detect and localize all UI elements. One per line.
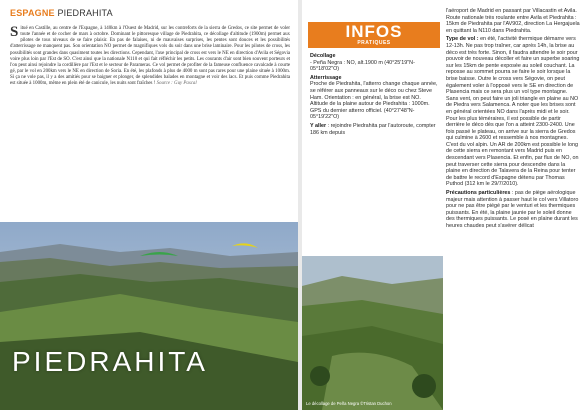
section-heading: Type de vol : (446, 36, 479, 43)
section-heading: Décollage (310, 53, 336, 59)
infos-banner (308, 22, 440, 48)
landscape-photo (0, 222, 298, 410)
section-body: - Peña Negra : NO, alt.1900 m (40°25'19"N-05°18'02"O) (310, 59, 415, 73)
info-section (310, 123, 440, 136)
section-heading: Précautions particulières (446, 190, 511, 197)
infos-title: INFOS (345, 22, 403, 41)
section-heading: Atterrissage (310, 74, 342, 81)
intro-body: itué en Castille, au centre de l'Espagne, à 140km à l'Ouest de Madrid, sur les contreforts de la sierra de Gredos, ce site permet de voler toute l'année et de cocher de mars à octobre. Dominant le pittoresque village de Piedrahita, ce décollage d'altitude (1900m) permet aux pilotes de tous niveaux de se faire plaisir. En pas de falaises, ni de mauvaises surprises, les pentes sont douces et les possibilités d'atterrissage ne manquent pas. Son orientation NO permet de magnifiques vols du soir dans une brise laminaire. Pour les pilotes de cross, les possibilités sont grandes dans quasiment toutes les directions. Cependant, l'axe principal de cross est vers le NE en direction d'Avila et Ségovia voire plus loin par l'Est de SO. C'est ainsi que la nationale N110 et qui fait réfléchir les petits. Les courants d'air sont bien souvent porteurs et l'on peut ainsi rejoindre la cordillère par l'Est et le secteur de Parameras. Ce vol permet de profiter de la fameuse confluence cavalcade à courte gé, par le vol en 200km vers le NE en direction de Soria. En été, les plafonds à plus de 4000 m sont pas rares pour une plaine située à 1000m. Si ça ne vole pas, il y a des amitiés pour se baigner et plonger, de splendides balades en montagne et voir des lacs. Et puis comme Piedrahita est située à 1000m, même en plein été de canicule, les nuits sont fraîches ! (10, 26, 290, 87)
info-section (446, 8, 580, 34)
infos-subtitle: PRATIQUES (357, 40, 391, 46)
valley-photo (302, 256, 443, 410)
info-section (310, 53, 440, 73)
info-section (446, 190, 580, 230)
kicker-place: PIEDRAHITA (57, 8, 113, 18)
kicker-country: ESPAGNE (10, 8, 55, 18)
intro-credit: Source : Guy Pascal (156, 81, 197, 87)
info-column-a (310, 53, 440, 138)
section-body: l'aéroport de Madrid en passant par Villacastin et Avila. Route nationale très roulante entre Avila et Piedrahita : 15km de Piedrahita par l'AV902, direction La Hergajuela en quittant la N110 dans Piedrahita. (446, 8, 580, 34)
right-page (302, 0, 585, 410)
photo-caption: Le décollage de Peña Negra ©Tristan Duchon (306, 401, 392, 406)
section-body: en été, l'activité thermique démarre vers 12-13h. Ne pas trop traîner, car après 14h, la brise au déco est très forte. Sinon, il faudra attendre le soir pour pouvoir de nouveau décoller et faire un superbe soaring sur les 15km de pente exposée au soleil couchant. La reposse au sommet pourra se faire le soir lorsque la brise baisse. Outre le cross vers Ségovie, on peut également voler à l'opposé vers le SE en direction de Plasencia mais ce sera plus un vol type montagne. Sans vent, on peut faire un joli triangle en plaine au NO de Piedra vers Salamenca. A noter que les brises sont en général orientées NO dans l'après midi et le soir. Pour les plus téméraires, il est possible de partir derrière le déco dès que l'on a atteint 2300-2400. Une fois passé le plateau, on arrive sur la sierra de Gredos qui culmine à 2600 et ressemble à nos montagnes. C'est du vol alpin. Un AR de 200km est possible le long de cette sierra en remontant vers Madrid puis en descendant vers Plasencia. Et enfin, par flux de NO, on peut traverser cette sierra pour descendre dans la plaine en direction de Talavera de la Reina pour tenter de battre le record d'Espagne détenu par Thomas Puthod (312 km le 29/7/2010). (446, 36, 580, 188)
dropcap: S (10, 24, 19, 40)
big-title: PIEDRAHITA (12, 346, 208, 377)
section-body: Proche de Piedrahita, l'atterro change chaque année, se référer aux panneaux sur le déco ou chez Steve Ham. Orientation : en général, la brise est NO. Altitude de la plaine autour de Piedrahita : 1000m. GPS du dernier atterro officiel. (40°27'48"N-05°19'22"O) (310, 81, 438, 121)
intro-text (10, 26, 290, 88)
kicker (10, 8, 113, 18)
info-section (446, 36, 580, 188)
info-section (310, 75, 440, 121)
section-heading: Y aller (310, 122, 327, 129)
section-body: : pas de piège aérologique majeur mais attention à passer haut le col vers Villatoro pour ne pas être piégé par le venturi et les thermiques puissants. En été, la plaine jaunie par le soleil donne des thermiques puissants. Le posé en plaine durant les heures chaudes peut s'avérer délicat (446, 190, 579, 229)
info-column-b (446, 8, 580, 232)
section-body: : rejoindre Piedrahita par l'autoroute, compter 186 km depuis (310, 122, 436, 136)
